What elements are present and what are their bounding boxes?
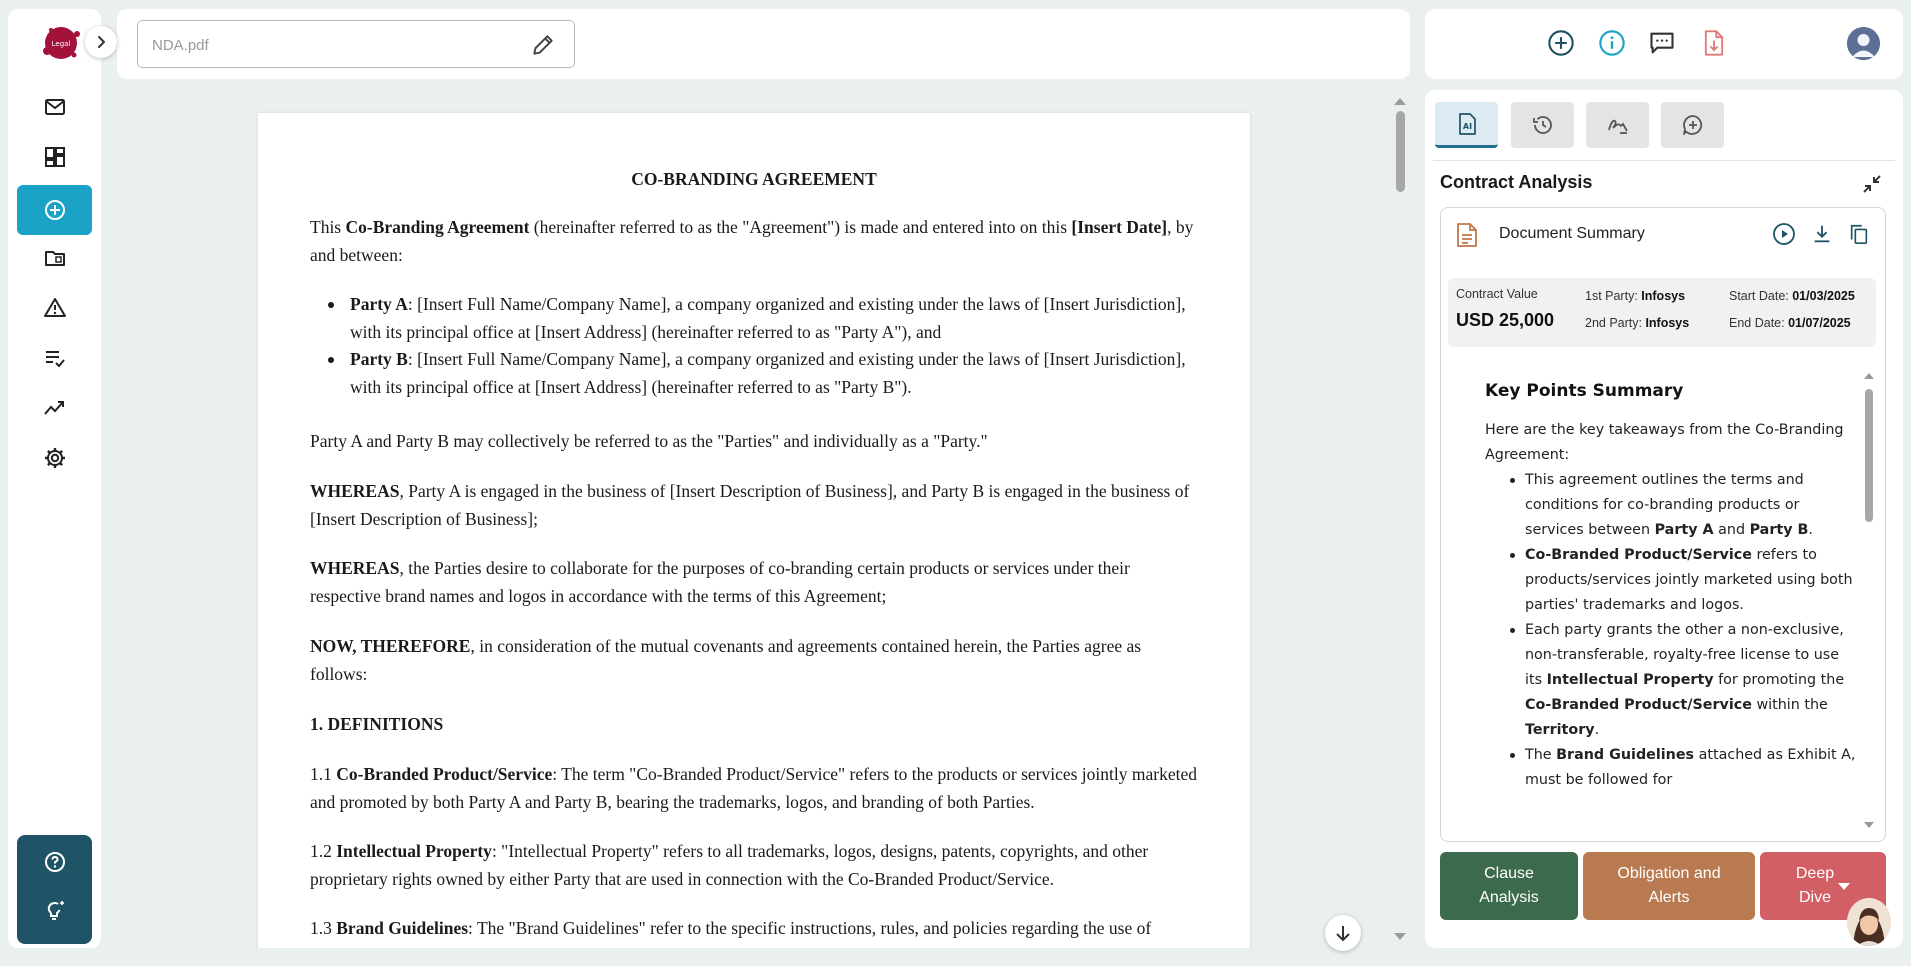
section-definitions-heading: 1. DEFINITIONS xyxy=(310,714,444,734)
user-avatar[interactable] xyxy=(1847,27,1880,60)
ai-document-icon xyxy=(1455,112,1479,136)
checklist-icon xyxy=(43,346,67,370)
help-panel xyxy=(17,835,92,944)
document-scrollbar-thumb[interactable] xyxy=(1396,111,1405,192)
key-points-title: Key Points Summary xyxy=(1485,381,1684,401)
arrow-down-icon xyxy=(1334,924,1352,942)
sidebar-item-alerts[interactable] xyxy=(17,283,92,333)
info-icon xyxy=(1598,29,1626,57)
summary-scroll-down-icon[interactable] xyxy=(1862,821,1876,831)
definition-1-3: 1.3 Brand Guidelines: The "Brand Guidelines" refer to the specific instructions, rules, and policies regarding the use of xyxy=(310,918,1152,938)
sidebar-item-settings[interactable] xyxy=(17,433,92,483)
tabs-divider xyxy=(1433,160,1895,161)
sidebar-item-folder[interactable] xyxy=(17,233,92,283)
document-title: CO-BRANDING AGREEMENT xyxy=(631,169,877,189)
add-comment-icon xyxy=(1681,113,1705,137)
end-date: End Date: 01/07/2025 xyxy=(1729,316,1851,330)
sidebar-item-tasks[interactable] xyxy=(17,333,92,383)
party-a-item: Party A: [Insert Full Name/Company Name], a company organized and existing under the laws of [Insert Jurisdiction], with its principal office at [Insert Address] (hereinafter referred to as "Party A"), and xyxy=(310,291,1200,346)
chat-icon xyxy=(1648,29,1676,57)
edit-filename-button[interactable] xyxy=(530,32,556,58)
signature-icon xyxy=(1606,113,1630,137)
chevron-down-icon[interactable] xyxy=(1838,883,1850,890)
whereas-1-paragraph: WHEREAS, Party A is engaged in the business of [Insert Description of Business], and Party B is engaged in the business of [Insert Description of Business]; xyxy=(310,481,1190,529)
sidebar-item-dashboard[interactable] xyxy=(17,132,92,182)
play-summary-button[interactable] xyxy=(1771,221,1797,247)
help-button[interactable] xyxy=(17,842,92,882)
comments-button[interactable] xyxy=(1646,27,1678,59)
svg-text:AI: AI xyxy=(1462,121,1472,131)
first-party: 1st Party: Infosys xyxy=(1585,289,1686,303)
document-summary-label: Document Summary xyxy=(1499,225,1645,242)
document-viewer xyxy=(117,90,1410,948)
start-date: Start Date: 01/03/2025 xyxy=(1729,289,1855,303)
help-icon xyxy=(43,850,67,874)
sidebar-expand-button[interactable] xyxy=(85,26,117,58)
copy-summary-button[interactable] xyxy=(1846,221,1872,247)
key-point-item: Co-Branded Product/Service refers to products/services jointly marketed using both parties' trademarks and logos. xyxy=(1525,543,1857,618)
contract-value: USD 25,000 xyxy=(1456,310,1555,330)
document-icon xyxy=(1456,222,1478,248)
now-therefore-paragraph: NOW, THEREFORE, in consideration of the mutual covenants and agreements contained herein, the Parties agree as follows: xyxy=(310,636,1142,684)
download-summary-button[interactable] xyxy=(1809,221,1835,247)
document-page xyxy=(258,113,1250,948)
logo-text: Legal xyxy=(51,40,71,48)
folder-icon xyxy=(43,246,67,270)
export-pdf-button[interactable] xyxy=(1698,27,1730,59)
key-point-item: Each party grants the other a non-exclusive, non-transferable, royalty-free license to use its Intellectual Property for promoting the Co-Branded Product/Service within the Territory. xyxy=(1525,618,1857,743)
file-name-input[interactable] xyxy=(152,33,512,57)
whereas-2-paragraph: WHEREAS, the Parties desire to collaborate for the purposes of co-branding certain products or services under their respective brand names and logos in accordance with the terms of this Agreement; xyxy=(310,558,1130,606)
play-icon xyxy=(1772,222,1796,246)
summary-scrollbar-thumb[interactable] xyxy=(1865,389,1873,522)
definition-1-1: 1.1 Co-Branded Product/Service: The term "Co-Branded Product/Service" refers to the products or services jointly marketed and promoted by both Party A and Party B, bearing the trademarks, logos, and branding of both Parties. xyxy=(310,764,1197,812)
intro-paragraph: This Co-Branding Agreement (hereinafter referred to as the "Agreement") is made and entered into on this [Insert Date], by and between: xyxy=(310,217,1194,265)
tab-comments[interactable] xyxy=(1661,102,1724,148)
panel-title: Contract Analysis xyxy=(1440,172,1593,192)
scroll-to-bottom-button[interactable] xyxy=(1325,915,1361,951)
tab-ai-analysis[interactable] xyxy=(1435,102,1498,148)
pdf-download-icon xyxy=(1700,29,1728,57)
scroll-up-arrow-icon[interactable] xyxy=(1393,96,1407,106)
add-circle-icon xyxy=(1547,29,1575,57)
clause-analysis-button[interactable]: Clause Analysis xyxy=(1440,852,1578,920)
parties-list xyxy=(310,291,1200,401)
key-point-item: This agreement outlines the terms and conditions for co-branding products or services between Party A and Party B. xyxy=(1525,468,1857,543)
chevron-right-icon xyxy=(94,35,108,49)
key-points-intro: Here are the key takeaways from the Co-Branding Agreement: xyxy=(1485,422,1844,463)
app-logo[interactable] xyxy=(36,21,86,65)
tips-button[interactable] xyxy=(17,891,92,931)
trending-icon xyxy=(43,396,67,420)
pencil-icon xyxy=(530,32,556,58)
key-points-scroll-area[interactable] xyxy=(1441,360,1861,839)
sidebar-item-new-contract[interactable] xyxy=(17,185,92,235)
obligation-alerts-button[interactable]: Obligation and Alerts xyxy=(1583,852,1755,920)
gear-icon xyxy=(43,446,67,470)
tab-history[interactable] xyxy=(1511,102,1574,148)
definition-1-2: 1.2 Intellectual Property: "Intellectual Property" refers to all trademarks, logos, designs, patents, copyrights, and other proprietary rights owned by either Party that are used in connection with the Co-Branded Product/Service. xyxy=(310,841,1149,889)
copy-icon xyxy=(1848,223,1870,245)
lightbulb-icon xyxy=(43,899,67,923)
assistant-avatar[interactable] xyxy=(1847,898,1891,946)
add-circle-icon xyxy=(43,198,67,222)
scroll-down-arrow-icon[interactable] xyxy=(1393,932,1407,942)
key-points-summary xyxy=(1485,376,1857,793)
second-party: 2nd Party: Infosys xyxy=(1585,316,1690,330)
tab-signature[interactable] xyxy=(1586,102,1649,148)
deep-dive-button[interactable]: Deep Dive xyxy=(1760,852,1886,920)
sidebar-item-inbox[interactable] xyxy=(17,82,92,132)
history-icon xyxy=(1531,113,1555,137)
info-button[interactable] xyxy=(1596,27,1628,59)
add-button[interactable] xyxy=(1545,27,1577,59)
minimize-panel-button[interactable] xyxy=(1860,172,1884,196)
parties-definition-paragraph: Party A and Party B may collectively be referred to as the "Parties" and individually as a "Party." xyxy=(310,431,988,451)
dashboard-icon xyxy=(43,145,67,169)
party-b-item: Party B: [Insert Full Name/Company Name], a company organized and existing under the laws of [Insert Jurisdiction], with its principal office at [Insert Address] (hereinafter referred to as "Party B"). xyxy=(310,346,1200,401)
mail-icon xyxy=(43,95,67,119)
warning-icon xyxy=(43,296,67,320)
summary-scroll-up-icon[interactable] xyxy=(1862,370,1876,380)
download-icon xyxy=(1811,223,1833,245)
collapse-icon xyxy=(1860,172,1884,196)
key-point-item: The Brand Guidelines attached as Exhibit A, must be followed for xyxy=(1525,743,1857,793)
sidebar-item-analytics[interactable] xyxy=(17,383,92,433)
file-name-field xyxy=(137,20,575,68)
contract-value-label: Contract Value xyxy=(1456,287,1538,301)
